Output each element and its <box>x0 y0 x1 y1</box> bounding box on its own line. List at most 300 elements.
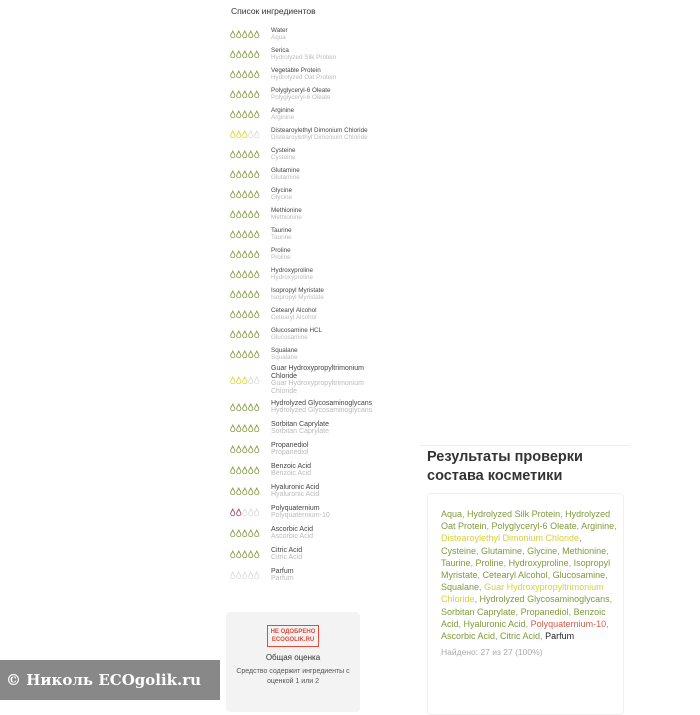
ingredient-latin: Citric Acid <box>271 554 303 562</box>
drop-icon <box>248 205 254 223</box>
ingredient-row[interactable] <box>226 225 382 243</box>
drop-icon <box>254 419 260 437</box>
ingredient-row[interactable] <box>226 245 382 263</box>
drop-icon <box>230 165 236 183</box>
ingredient-row[interactable] <box>226 524 382 542</box>
drop-icon <box>254 524 260 542</box>
stamp-line-1: НЕ ОДОБРЕНО <box>270 629 316 635</box>
drop-icon <box>242 345 248 363</box>
drop-icon <box>236 566 242 584</box>
drop-icon <box>248 45 254 63</box>
drop-icon <box>236 419 242 437</box>
divider <box>420 445 630 446</box>
result-ingredient[interactable]: Sorbitan Caprylate <box>441 606 516 617</box>
score-drops <box>226 482 266 500</box>
drop-icon <box>242 265 248 283</box>
ingredient-row[interactable] <box>226 461 382 479</box>
ingredient-row[interactable] <box>226 419 382 437</box>
separator: , <box>614 521 617 532</box>
drop-icon <box>230 145 236 163</box>
results-ingredient-text <box>441 508 621 642</box>
score-drops <box>226 503 266 521</box>
drop-icon <box>242 503 248 521</box>
result-ingredient[interactable]: Arginine <box>581 521 615 532</box>
separator: , <box>486 521 492 532</box>
result-ingredient[interactable]: Aqua <box>441 509 463 519</box>
ingredient-row[interactable] <box>226 325 382 343</box>
drop-icon <box>236 65 242 83</box>
drop-icon <box>230 185 236 203</box>
drop-icon <box>236 345 242 363</box>
drop-icon <box>248 305 254 323</box>
separator: , <box>525 618 531 629</box>
drop-icon <box>230 285 236 303</box>
drop-icon <box>230 325 236 343</box>
drop-icon <box>248 225 254 243</box>
drop-icon <box>230 524 236 542</box>
results-card <box>427 493 624 715</box>
score-drops <box>226 524 266 542</box>
ingredient-latin: Glycine <box>271 194 292 201</box>
drop-icon <box>230 265 236 283</box>
drop-icon <box>254 205 260 223</box>
drop-icon <box>230 345 236 363</box>
score-drops <box>226 165 266 183</box>
ingredient-latin: Aqua <box>271 34 286 41</box>
ingredient-row[interactable] <box>226 305 382 323</box>
ingredient-latin: Polyglyceryl-6 Oleate <box>271 94 331 101</box>
drop-icon <box>248 503 254 521</box>
score-drops <box>226 345 266 363</box>
score-drops <box>226 419 266 437</box>
ingredient-row[interactable] <box>226 482 382 500</box>
drop-icon <box>230 305 236 323</box>
drop-icon <box>242 185 248 203</box>
drop-icon <box>236 440 242 458</box>
score-drops <box>226 566 266 584</box>
drop-icon <box>236 125 242 143</box>
drop-icon <box>248 461 254 479</box>
drop-icon <box>248 165 254 183</box>
separator: , <box>609 594 613 605</box>
result-ingredient[interactable]: Polyglyceryl-6 Oleate <box>491 521 577 532</box>
drop-icon <box>230 461 236 479</box>
result-ingredient[interactable]: Guar Hydroxypropyltrimonium Chloride <box>441 582 604 605</box>
score-drops <box>226 125 266 143</box>
ingredient-name: Taurine <box>271 227 292 234</box>
drop-icon <box>254 545 260 563</box>
result-ingredient[interactable]: Propanediol <box>520 606 569 617</box>
separator: , <box>479 582 485 593</box>
ingredient-row[interactable] <box>226 25 382 43</box>
ingredient-latin: Hydroxyproline <box>271 274 313 281</box>
drop-icon <box>230 371 236 389</box>
drop-icon <box>242 419 248 437</box>
drop-icon <box>254 245 260 263</box>
drop-icon <box>236 285 242 303</box>
drop-icon <box>230 205 236 223</box>
ingredient-row[interactable] <box>226 125 382 143</box>
ingredient-name: Cetearyl Alcohol <box>271 307 317 314</box>
ingredient-latin: Glutamine <box>271 174 300 181</box>
drop-icon <box>248 566 254 584</box>
ingredient-name: Propanediol <box>271 441 309 449</box>
score-drops <box>226 205 266 223</box>
drop-icon <box>230 398 236 416</box>
drop-icon <box>254 345 260 363</box>
drop-icon <box>248 325 254 343</box>
drop-icon <box>242 65 248 83</box>
drop-icon <box>248 125 254 143</box>
drop-icon <box>236 265 242 283</box>
ingredient-name: Polyquaternium <box>271 504 320 512</box>
separator: , <box>568 557 574 568</box>
drop-icon <box>248 65 254 83</box>
ingredient-name: Vegetable Protein <box>271 67 321 74</box>
result-ingredient[interactable]: Taurine <box>441 557 471 568</box>
ingredient-latin: Cetearyl Alcohol <box>271 314 317 321</box>
results-title: Результаты проверки состава косметики <box>427 449 583 484</box>
ingredient-row[interactable] <box>226 566 382 584</box>
separator: , <box>462 509 468 519</box>
ingredient-name: Hydrolyzed Glycosaminoglycans <box>271 399 373 407</box>
drop-icon <box>242 371 248 389</box>
drop-icon <box>254 440 260 458</box>
ingredient-latin: Isopropyl Myristate <box>271 294 324 301</box>
drop-icon <box>236 482 242 500</box>
drop-icon <box>236 25 242 43</box>
ingredient-row[interactable] <box>226 65 382 83</box>
result-ingredient[interactable]: Hydrolyzed Oat Protein <box>441 509 611 532</box>
ingredient-latin: Methionine <box>271 214 302 221</box>
score-drops <box>226 305 266 323</box>
separator: , <box>495 631 501 642</box>
ingredient-row[interactable] <box>226 365 382 395</box>
ingredient-name: Ascorbic Acid <box>271 525 314 533</box>
ingredient-row[interactable] <box>226 85 382 103</box>
result-ingredient[interactable]: Hydrolyzed Silk Protein <box>467 509 561 519</box>
ingredient-name: Hyaluronic Acid <box>271 483 320 491</box>
drop-icon <box>236 45 242 63</box>
result-ingredient[interactable]: Parfum <box>545 631 575 642</box>
drop-icon <box>230 503 236 521</box>
watermark-bar <box>0 660 220 700</box>
drop-icon <box>242 85 248 103</box>
drop-icon <box>242 482 248 500</box>
ingredient-latin: Parfum <box>271 575 294 583</box>
ingredient-latin: Ascorbic Acid <box>271 533 314 541</box>
result-ingredient[interactable]: Polyquaternium-10 <box>530 618 607 629</box>
ingredient-row[interactable] <box>226 205 382 223</box>
drop-icon <box>248 371 254 389</box>
separator: , <box>477 570 483 581</box>
drop-icon <box>248 145 254 163</box>
result-ingredient[interactable]: Methionine <box>562 545 607 556</box>
ingredient-name: Glycine <box>271 187 292 194</box>
ingredient-row[interactable] <box>226 45 382 63</box>
result-ingredient[interactable]: Benzoic Acid <box>441 606 606 629</box>
score-drops <box>226 85 266 103</box>
ingredient-latin: Hydrolyzed Glycosaminoglycans <box>271 407 373 415</box>
drop-icon <box>236 371 242 389</box>
drop-icon <box>236 245 242 263</box>
ingredient-name: Squalane <box>271 347 298 354</box>
ingredient-name: Benzoic Acid <box>271 462 312 470</box>
score-drops <box>226 65 266 83</box>
drop-icon <box>242 566 248 584</box>
drop-icon <box>242 440 248 458</box>
rating-title: Общая оценка <box>265 653 321 662</box>
drop-icon <box>236 225 242 243</box>
drop-icon <box>242 165 248 183</box>
drop-icon <box>230 482 236 500</box>
separator: , <box>547 570 553 581</box>
drop-icon <box>242 225 248 243</box>
drop-icon <box>254 566 260 584</box>
score-drops <box>226 325 266 343</box>
score-drops <box>226 398 266 416</box>
drop-icon <box>254 371 260 389</box>
drop-icon <box>254 125 260 143</box>
ingredient-name: Methionine <box>271 207 302 214</box>
drop-icon <box>242 325 248 343</box>
drop-icon <box>254 85 260 103</box>
ingredient-name: Glucosamine HCL <box>271 327 323 334</box>
drop-icon <box>248 440 254 458</box>
ingredient-list <box>226 0 382 608</box>
drop-icon <box>230 419 236 437</box>
score-drops <box>226 25 266 43</box>
ingredient-row[interactable] <box>226 165 382 183</box>
result-ingredient[interactable]: Hydroxyproline <box>508 557 569 568</box>
drop-icon <box>242 305 248 323</box>
ingredient-latin: Cysteine <box>271 154 296 161</box>
ingredient-row[interactable] <box>226 545 382 563</box>
drop-icon <box>248 85 254 103</box>
drop-icon <box>254 105 260 123</box>
drop-icon <box>236 503 242 521</box>
drop-icon <box>254 461 260 479</box>
separator: , <box>606 618 609 629</box>
separator: , <box>557 545 563 556</box>
drop-icon <box>230 85 236 103</box>
ingredient-name: Citric Acid <box>271 546 303 554</box>
result-ingredient[interactable]: Proline <box>475 557 504 568</box>
ingredient-row[interactable] <box>226 345 382 363</box>
drop-icon <box>236 524 242 542</box>
ingredient-latin: Sorbitan Caprylate <box>271 428 329 436</box>
drop-icon <box>236 145 242 163</box>
separator: , <box>540 631 546 642</box>
ingredient-latin: Squalane <box>271 354 298 361</box>
ingredient-name: Isopropyl Myristate <box>271 287 324 294</box>
result-ingredient[interactable]: Cysteine <box>441 545 477 556</box>
score-drops <box>226 225 266 243</box>
ingredient-latin: Hydrolyzed Silk Protein <box>271 54 337 61</box>
drop-icon <box>242 125 248 143</box>
separator: , <box>476 545 482 556</box>
drop-icon <box>242 245 248 263</box>
drop-icon <box>242 105 248 123</box>
drop-icon <box>236 461 242 479</box>
drop-icon <box>236 165 242 183</box>
drop-icon <box>254 285 260 303</box>
ingredient-row[interactable] <box>226 145 382 163</box>
stamp-line-2: ECOGOLIK.RU <box>271 637 315 643</box>
drop-icon <box>230 45 236 63</box>
drop-icon <box>248 25 254 43</box>
ingredient-latin: Hyaluronic Acid <box>271 491 320 499</box>
separator: , <box>568 606 574 617</box>
separator: , <box>579 533 582 544</box>
result-ingredient[interactable]: Glycine <box>527 545 558 556</box>
result-ingredient[interactable]: Hydrolyzed Glycosaminoglycans <box>479 594 610 605</box>
drop-icon <box>236 205 242 223</box>
drop-icon <box>230 566 236 584</box>
drop-icon <box>236 105 242 123</box>
ingredient-latin: Hydrolyzed Oat Protein <box>271 74 337 81</box>
drop-icon <box>248 105 254 123</box>
result-ingredient[interactable]: Distearoylethyl Dimonium Chloride <box>441 533 580 544</box>
drop-icon <box>254 265 260 283</box>
ingredient-name: Cysteine <box>271 147 296 154</box>
drop-icon <box>230 440 236 458</box>
drop-icon <box>254 45 260 63</box>
score-drops <box>226 545 266 563</box>
ingredient-latin: Guar Hydroxypropyltrimonium Chloride <box>271 380 364 395</box>
drop-icon <box>254 225 260 243</box>
score-drops <box>226 105 266 123</box>
drop-icon <box>236 85 242 103</box>
ingredient-name: Polyglyceryl-6 Oleate <box>271 87 331 94</box>
separator: , <box>515 606 521 617</box>
ingredient-row[interactable] <box>226 440 382 458</box>
ingredient-name: Hydroxyproline <box>271 267 313 274</box>
drop-icon <box>236 545 242 563</box>
drop-icon <box>242 545 248 563</box>
drop-icon <box>242 45 248 63</box>
drop-icon <box>248 345 254 363</box>
ingredient-latin: Arginine <box>271 114 295 121</box>
ingredient-row[interactable] <box>226 503 382 521</box>
rating-description: Средство содержит ингредиенты с оценкой 1 или 2 <box>236 668 350 685</box>
ingredient-latin: Benzoic Acid <box>271 470 312 478</box>
ingredient-name: Guar Hydroxypropyltrimonium Chloride <box>271 365 364 380</box>
drop-icon <box>248 285 254 303</box>
ingredient-rows <box>226 25 382 587</box>
drop-icon <box>254 145 260 163</box>
ingredient-name: Distearoylethyl Dimonium Chloride <box>271 127 368 134</box>
separator: , <box>458 618 464 629</box>
drop-icon <box>242 205 248 223</box>
score-drops <box>226 265 266 283</box>
separator: , <box>470 557 476 568</box>
drop-icon <box>236 325 242 343</box>
separator: , <box>560 509 566 519</box>
drop-icon <box>236 305 242 323</box>
drop-icon <box>248 419 254 437</box>
drop-icon <box>242 398 248 416</box>
ingredient-name: Sorbitan Caprylate <box>271 420 329 428</box>
ingredient-name: Arginine <box>271 107 295 114</box>
drop-icon <box>230 225 236 243</box>
separator: , <box>474 594 480 605</box>
drop-icon <box>242 25 248 43</box>
separator: , <box>503 557 509 568</box>
score-drops <box>226 145 266 163</box>
drop-icon <box>242 285 248 303</box>
ingredient-latin: Distearoylethyl Dimonium Chloride <box>271 134 368 141</box>
result-ingredient[interactable]: Squalane <box>441 582 480 593</box>
drop-icon <box>254 503 260 521</box>
ingredient-row[interactable] <box>226 265 382 283</box>
found-count: Найдено: 27 из 27 (100%) <box>441 647 543 658</box>
drop-icon <box>230 545 236 563</box>
not-approved-stamp <box>267 625 320 647</box>
drop-icon <box>248 265 254 283</box>
score-drops <box>226 440 266 458</box>
ingredient-name: Glutamine <box>271 167 300 174</box>
score-drops <box>226 285 266 303</box>
watermark-text: © Николь ECOgolik.ru <box>6 671 202 689</box>
drop-icon <box>236 398 242 416</box>
drop-icon <box>248 524 254 542</box>
drop-icon <box>248 545 254 563</box>
result-ingredient[interactable]: Isopropyl Myristate <box>441 557 611 581</box>
drop-icon <box>254 185 260 203</box>
drop-icon <box>254 482 260 500</box>
ingredient-latin: Polyquaternium-10 <box>271 512 330 520</box>
ingredient-row[interactable] <box>226 398 382 416</box>
ingredient-latin: Glucosamine <box>271 334 308 341</box>
drop-icon <box>248 185 254 203</box>
drop-icon <box>254 398 260 416</box>
score-drops <box>226 185 266 203</box>
separator: , <box>606 545 609 556</box>
drop-icon <box>242 524 248 542</box>
drop-icon <box>242 461 248 479</box>
score-drops <box>226 461 266 479</box>
ingredient-latin: Propanediol <box>271 449 309 457</box>
list-title: Список ингредиентов <box>231 6 316 16</box>
ingredient-name: Water <box>271 27 288 34</box>
ingredient-row[interactable] <box>226 105 382 123</box>
result-ingredient[interactable]: Glucosamine <box>552 570 606 581</box>
ingredient-name: Parfum <box>271 567 294 575</box>
ingredient-row[interactable] <box>226 285 382 303</box>
drop-icon <box>248 398 254 416</box>
ingredient-latin: Taurine <box>271 234 292 241</box>
drop-icon <box>254 65 260 83</box>
ingredient-name: Serica <box>271 47 289 54</box>
separator: , <box>522 545 528 556</box>
result-ingredient[interactable]: Glutamine <box>481 545 523 556</box>
drop-icon <box>242 145 248 163</box>
result-ingredient[interactable]: Hyaluronic Acid <box>463 618 526 629</box>
score-drops <box>226 45 266 63</box>
overall-rating-card <box>226 612 360 712</box>
drop-icon <box>254 165 260 183</box>
result-ingredient[interactable]: Citric Acid <box>500 631 541 642</box>
result-ingredient[interactable]: Cetearyl Alcohol <box>482 570 548 581</box>
drop-icon <box>248 482 254 500</box>
drop-icon <box>248 245 254 263</box>
drop-icon <box>254 325 260 343</box>
ingredient-row[interactable] <box>226 185 382 203</box>
result-ingredient[interactable]: Ascorbic Acid <box>441 631 496 642</box>
ingredient-latin: Proline <box>271 254 291 261</box>
separator: , <box>605 570 608 581</box>
